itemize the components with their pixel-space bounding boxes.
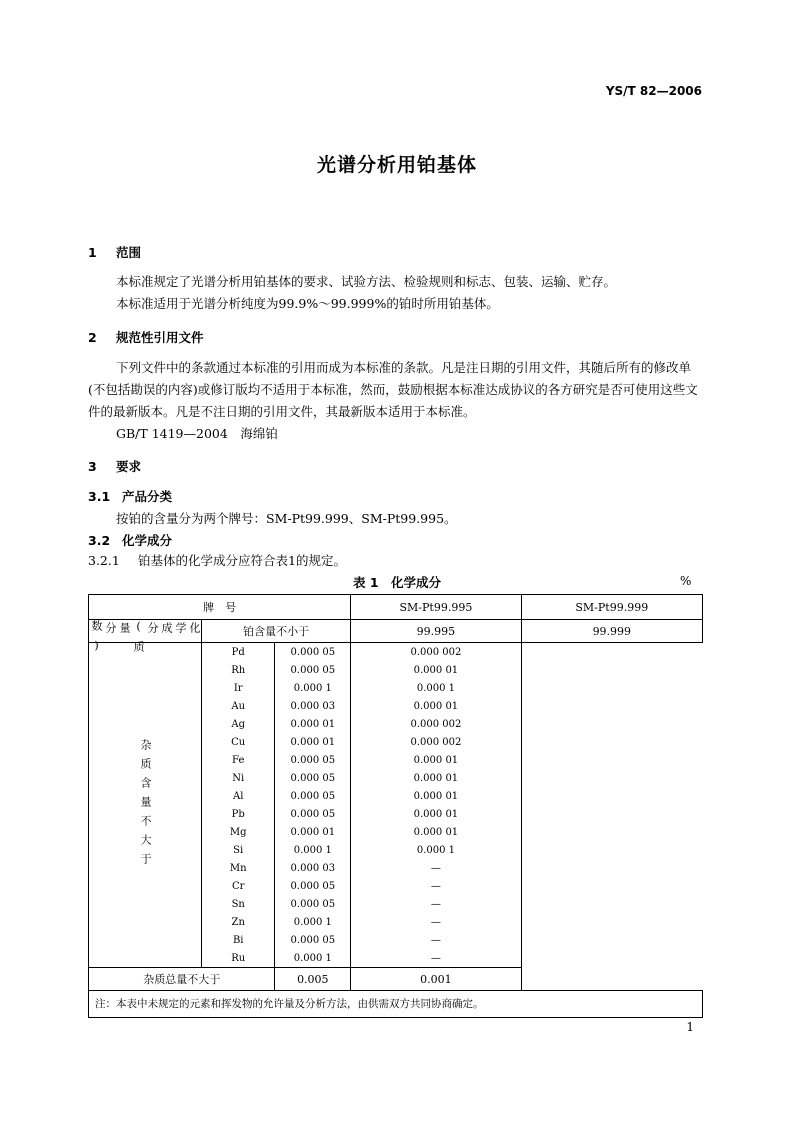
element-cell: Ru — [202, 949, 275, 968]
table-unit: % — [680, 574, 692, 588]
section-number: 3.2 — [88, 533, 111, 548]
value-b-cell: — — [351, 913, 521, 931]
pt-value-a: 99.995 — [351, 620, 521, 643]
impurity-rows — [89, 643, 703, 968]
element-cell: Si — [202, 841, 275, 859]
value-a-cell: 0.000 05 — [275, 643, 351, 662]
total-impurity-row — [89, 968, 703, 991]
value-b-cell: — — [351, 877, 521, 895]
section-3-1-heading — [88, 487, 172, 505]
value-a-cell: 0.000 1 — [275, 841, 351, 859]
value-b-cell: 0.000 002 — [351, 643, 521, 662]
element-cell: Zn — [202, 913, 275, 931]
value-a-cell: 0.000 05 — [275, 787, 351, 805]
value-b-cell: 0.000 01 — [351, 805, 521, 823]
value-b-cell: — — [351, 949, 521, 968]
section-1-para-1: 本标准规定了光谱分析用铂基体的要求、试验方法、检验规则和标志、包装、运输、贮存。 — [116, 274, 617, 289]
section-number: 3.1 — [88, 489, 111, 504]
element-cell: Cr — [202, 877, 275, 895]
table-caption: 表 1 化学成分 — [352, 575, 442, 590]
element-cell: Bi — [202, 931, 275, 949]
value-b-cell: 0.000 01 — [351, 787, 521, 805]
chemical-composition-table — [88, 594, 703, 1018]
value-b-cell: 0.000 01 — [351, 697, 521, 715]
value-b-cell: 0.000 002 — [351, 733, 521, 751]
page-title: 光谱分析用铂基体 — [316, 154, 477, 176]
element-cell: Mn — [202, 859, 275, 877]
table-note: 注：本表中未规定的元素和挥发物的允许量及分析方法，由供需双方共同协商确定。 — [89, 991, 703, 1018]
platinum-content-row — [89, 620, 703, 643]
total-label: 杂质总量不大于 — [89, 968, 275, 991]
section-text: 铂基体的化学成分应符合表1的规定。 — [138, 553, 346, 568]
section-title: 化学成分 — [122, 533, 173, 548]
table-header-row — [89, 595, 703, 620]
value-a-cell: 0.000 1 — [275, 913, 351, 931]
element-cell: Pb — [202, 805, 275, 823]
impurity-label: 杂质含量不大于 — [89, 643, 202, 968]
standard-number: YS/T 82—2006 — [605, 84, 702, 98]
element-cell: Sn — [202, 895, 275, 913]
reference-gb-t-1419: GB/T 1419—2004 海绵铂 — [116, 426, 278, 441]
element-cell: Fe — [202, 751, 275, 769]
section-3-1-para: 按铂的含量分为两个牌号：SM-Pt99.999、SM-Pt99.995。 — [116, 511, 457, 526]
element-cell: Ir — [202, 679, 275, 697]
section-title: 规范性引用文件 — [116, 330, 204, 345]
section-title: 要求 — [116, 459, 142, 474]
value-b-cell: 0.000 01 — [351, 769, 521, 787]
note-row — [89, 991, 703, 1018]
section-number: 2 — [88, 330, 97, 345]
value-b-cell: 0.000 01 — [351, 823, 521, 841]
section-title: 产品分类 — [122, 489, 173, 504]
value-a-cell: 0.000 03 — [275, 697, 351, 715]
element-cell: Mg — [202, 823, 275, 841]
value-b-cell: 0.000 1 — [351, 841, 521, 859]
section-number: 3.2.1 — [88, 553, 120, 568]
value-b-cell: — — [351, 859, 521, 877]
section-3-heading — [88, 457, 141, 475]
value-a-cell: 0.000 05 — [275, 751, 351, 769]
total-value-a: 0.005 — [275, 968, 351, 991]
value-a-cell: 0.000 05 — [275, 877, 351, 895]
element-cell: Al — [202, 787, 275, 805]
section-1-para-2: 本标准适用于光谱分析纯度为99.9%～99.999%的铂时所用铂基体。 — [116, 296, 499, 311]
side-label: 化学成分(质量分数) — [90, 620, 201, 660]
value-a-cell: 0.000 01 — [275, 823, 351, 841]
value-b-cell: — — [351, 931, 521, 949]
section-title: 范围 — [116, 245, 142, 260]
section-number: 3 — [88, 459, 97, 474]
value-a-cell: 0.000 01 — [275, 715, 351, 733]
value-a-cell: 0.000 1 — [275, 949, 351, 968]
value-a-cell: 0.000 05 — [275, 805, 351, 823]
element-cell: Ag — [202, 715, 275, 733]
pt-label: 铂含量不小于 — [202, 620, 351, 643]
grade-b-header: SM-Pt99.999 — [521, 595, 702, 620]
value-b-cell: 0.000 01 — [351, 661, 521, 679]
value-a-cell: 0.000 03 — [275, 859, 351, 877]
grade-a-header: SM-Pt99.995 — [351, 595, 521, 620]
value-a-cell: 0.000 05 — [275, 895, 351, 913]
element-cell: Au — [202, 697, 275, 715]
value-a-cell: 0.000 1 — [275, 679, 351, 697]
table-row — [89, 643, 703, 662]
pt-value-b: 99.999 — [521, 620, 702, 643]
value-a-cell: 0.000 01 — [275, 733, 351, 751]
section-2-heading — [88, 328, 204, 346]
section-3-2-heading — [88, 531, 172, 549]
section-3-2-1-para — [88, 550, 704, 572]
value-a-cell: 0.000 05 — [275, 931, 351, 949]
element-cell: Ni — [202, 769, 275, 787]
grade-header: 牌 号 — [89, 595, 351, 620]
element-cell: Pd — [202, 643, 275, 662]
page-number: 1 — [686, 1020, 694, 1034]
section-number: 1 — [88, 245, 97, 260]
total-value-b: 0.001 — [351, 968, 521, 991]
value-b-cell: 0.000 002 — [351, 715, 521, 733]
value-a-cell: 0.000 05 — [275, 661, 351, 679]
value-b-cell: — — [351, 895, 521, 913]
value-b-cell: 0.000 01 — [351, 751, 521, 769]
section-2-para-1: 下列文件中的条款通过本标准的引用而成为本标准的条款。凡是注日期的引用文件，其随后所有的修改单(不包括勘误的内容)或修订版均不适用于本标准，然而，鼓励根据本标准达成协议的各方研究是否可使用这些文件的最新版本。凡是不注日期的引用文件，其最新版本适用于本标准。 — [88, 360, 698, 419]
element-cell: Rh — [202, 661, 275, 679]
value-a-cell: 0.000 05 — [275, 769, 351, 787]
value-b-cell: 0.000 1 — [351, 679, 521, 697]
element-cell: Cu — [202, 733, 275, 751]
section-1-heading — [88, 243, 141, 261]
